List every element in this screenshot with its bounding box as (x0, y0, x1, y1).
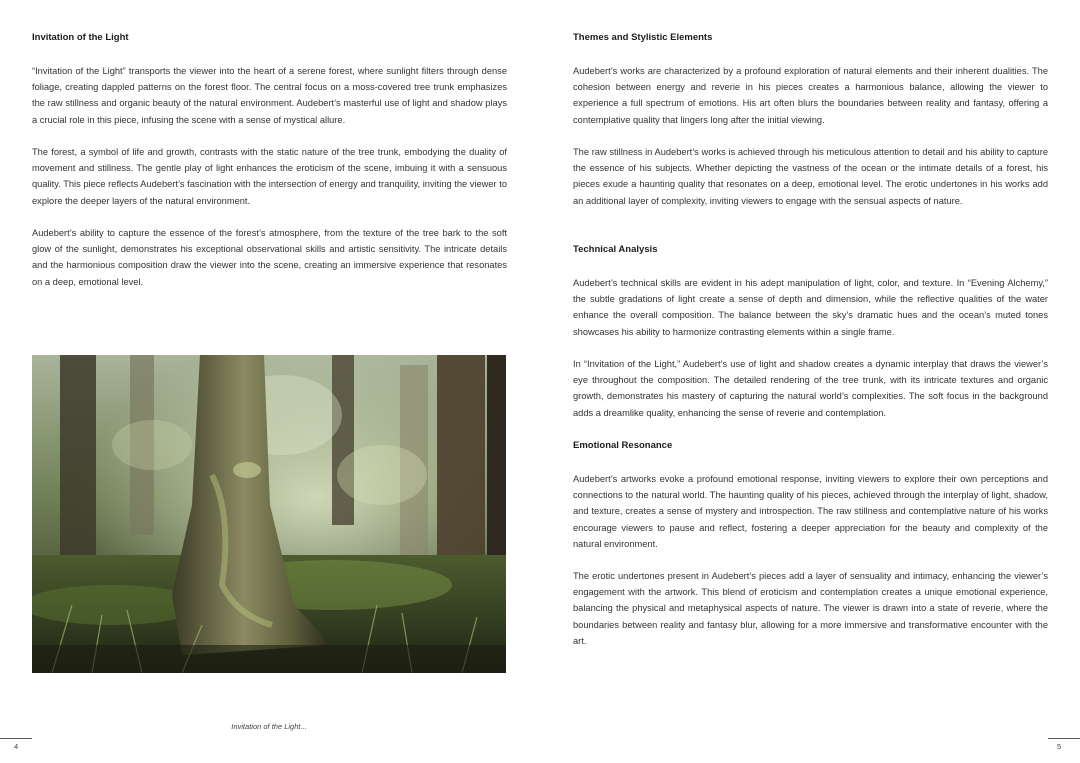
emotional-paragraph-1: Audebert’s artworks evoke a profound emotional response, inviting viewers to explore their own perceptions and connections to the natural world. The haunting quality of his pieces, achieved through the interplay of light, shadow, and texture, creates a sense of mystery and introspection. The raw stillness and contemplative nature of his works encourage viewers to pause and reflect, fostering a deeper appreciation for the beauty and complexity of the natural environment. (573, 474, 1048, 549)
photo-caption: Invitation of the Light... (231, 722, 307, 731)
themes-paragraph-1: Audebert’s works are characterized by a profound exploration of natural elements and their inherent dualities. The cohesion between energy and reverie in his pieces creates a harmonious balance, allowing the viewer to experience a full spectrum of emotions. His art often blurs the boundaries between reality and fantasy, offering a contemplative quality that lingers long after the initial viewing. (573, 66, 1048, 125)
left-paragraph-1: “Invitation of the Light” transports the viewer into the heart of a serene forest, where sunlight filters through dense foliage, creating dappled patterns on the forest floor. The central focus on a moss-covered tree trunk emphasizes the raw stillness and organic beauty of the natural environment. Audebert’s masterful use of light and shadow plays a crucial role in this piece, infusing the scene with a sense of mystical allure. (32, 66, 507, 125)
technical-paragraph-2: In “Invitation of the Light,” Audebert’s use of light and shadow creates a dynamic interplay that draws the viewer’s eye throughout the composition. The detailed rendering of the tree trunk, with its intricate textures and organic growth, demonstrates his mastery of capturing the natural world’s complexities. The soft focus in the background adds a dreamlike quality, enhancing the sense of reverie and contemplation. (573, 359, 1048, 418)
left-page-heading: Invitation of the Light (32, 32, 129, 43)
left-footer-rule (0, 738, 32, 739)
section-heading-emotional: Emotional Resonance (573, 440, 673, 451)
right-footer-rule (1048, 738, 1080, 739)
emotional-paragraph-2: The erotic undertones present in Audebert’s pieces add a layer of sensuality and intimacy, enhancing the viewer’s engagement with the artwork. This blend of eroticism and contemplation creates a unique emotional experience, balancing the physical and metaphysical aspects of nature. The viewer is drawn into a state of reverie, where the boundaries between reality and fantasy blur, allowing for a more immersive and transformative encounter with the art. (573, 571, 1048, 646)
forest-photo-image (32, 355, 506, 673)
themes-paragraph-2: The raw stillness in Audebert’s works is achieved through his meticulous attention to detail and his ability to capture the essence of his subjects. Whether depicting the vastness of the ocean or the intimate details of a forest, his pieces exude a haunting quality that resonates on a deep, emotional level. The erotic undertones in his works add an additional layer of complexity, inviting viewers to engage with the sensual aspects of nature. (573, 147, 1048, 206)
left-page-number: 4 (14, 742, 19, 751)
section-heading-themes: Themes and Stylistic Elements (573, 32, 713, 43)
left-paragraph-2: The forest, a symbol of life and growth, contrasts with the static nature of the tree trunk, embodying the duality of movement and stillness. The gentle play of light enhances the eroticism of the scene, imbuing it with a sensuous quality. This piece reflects Audebert’s fascination with the intersection of energy and tranquility, inviting the viewer to explore the deeper layers of the natural environment. (32, 147, 507, 206)
left-paragraph-3: Audebert’s ability to capture the essence of the forest’s atmosphere, from the texture of the tree bark to the soft glow of the sunlight, demonstrates his exceptional observational skills and artistic sensitivity. The intricate details and the harmonious composition draw the viewer into the scene, creating an immersive experience that resonates on a deep, emotional level. (32, 228, 507, 287)
forest-photo (32, 355, 506, 673)
right-page-number: 5 (1057, 742, 1062, 751)
technical-paragraph-1: Audebert’s technical skills are evident in his adept manipulation of light, color, and texture. In “Evening Alchemy,” the subtle gradations of light create a sense of depth and dimension, while the reflective qualities of the water enhance the overall composition. The balance between the sky’s dramatic hues and the ocean’s muted tones showcases his ability to harmonize contrasting elements within a single frame. (573, 278, 1048, 337)
section-heading-technical: Technical Analysis (573, 244, 658, 255)
